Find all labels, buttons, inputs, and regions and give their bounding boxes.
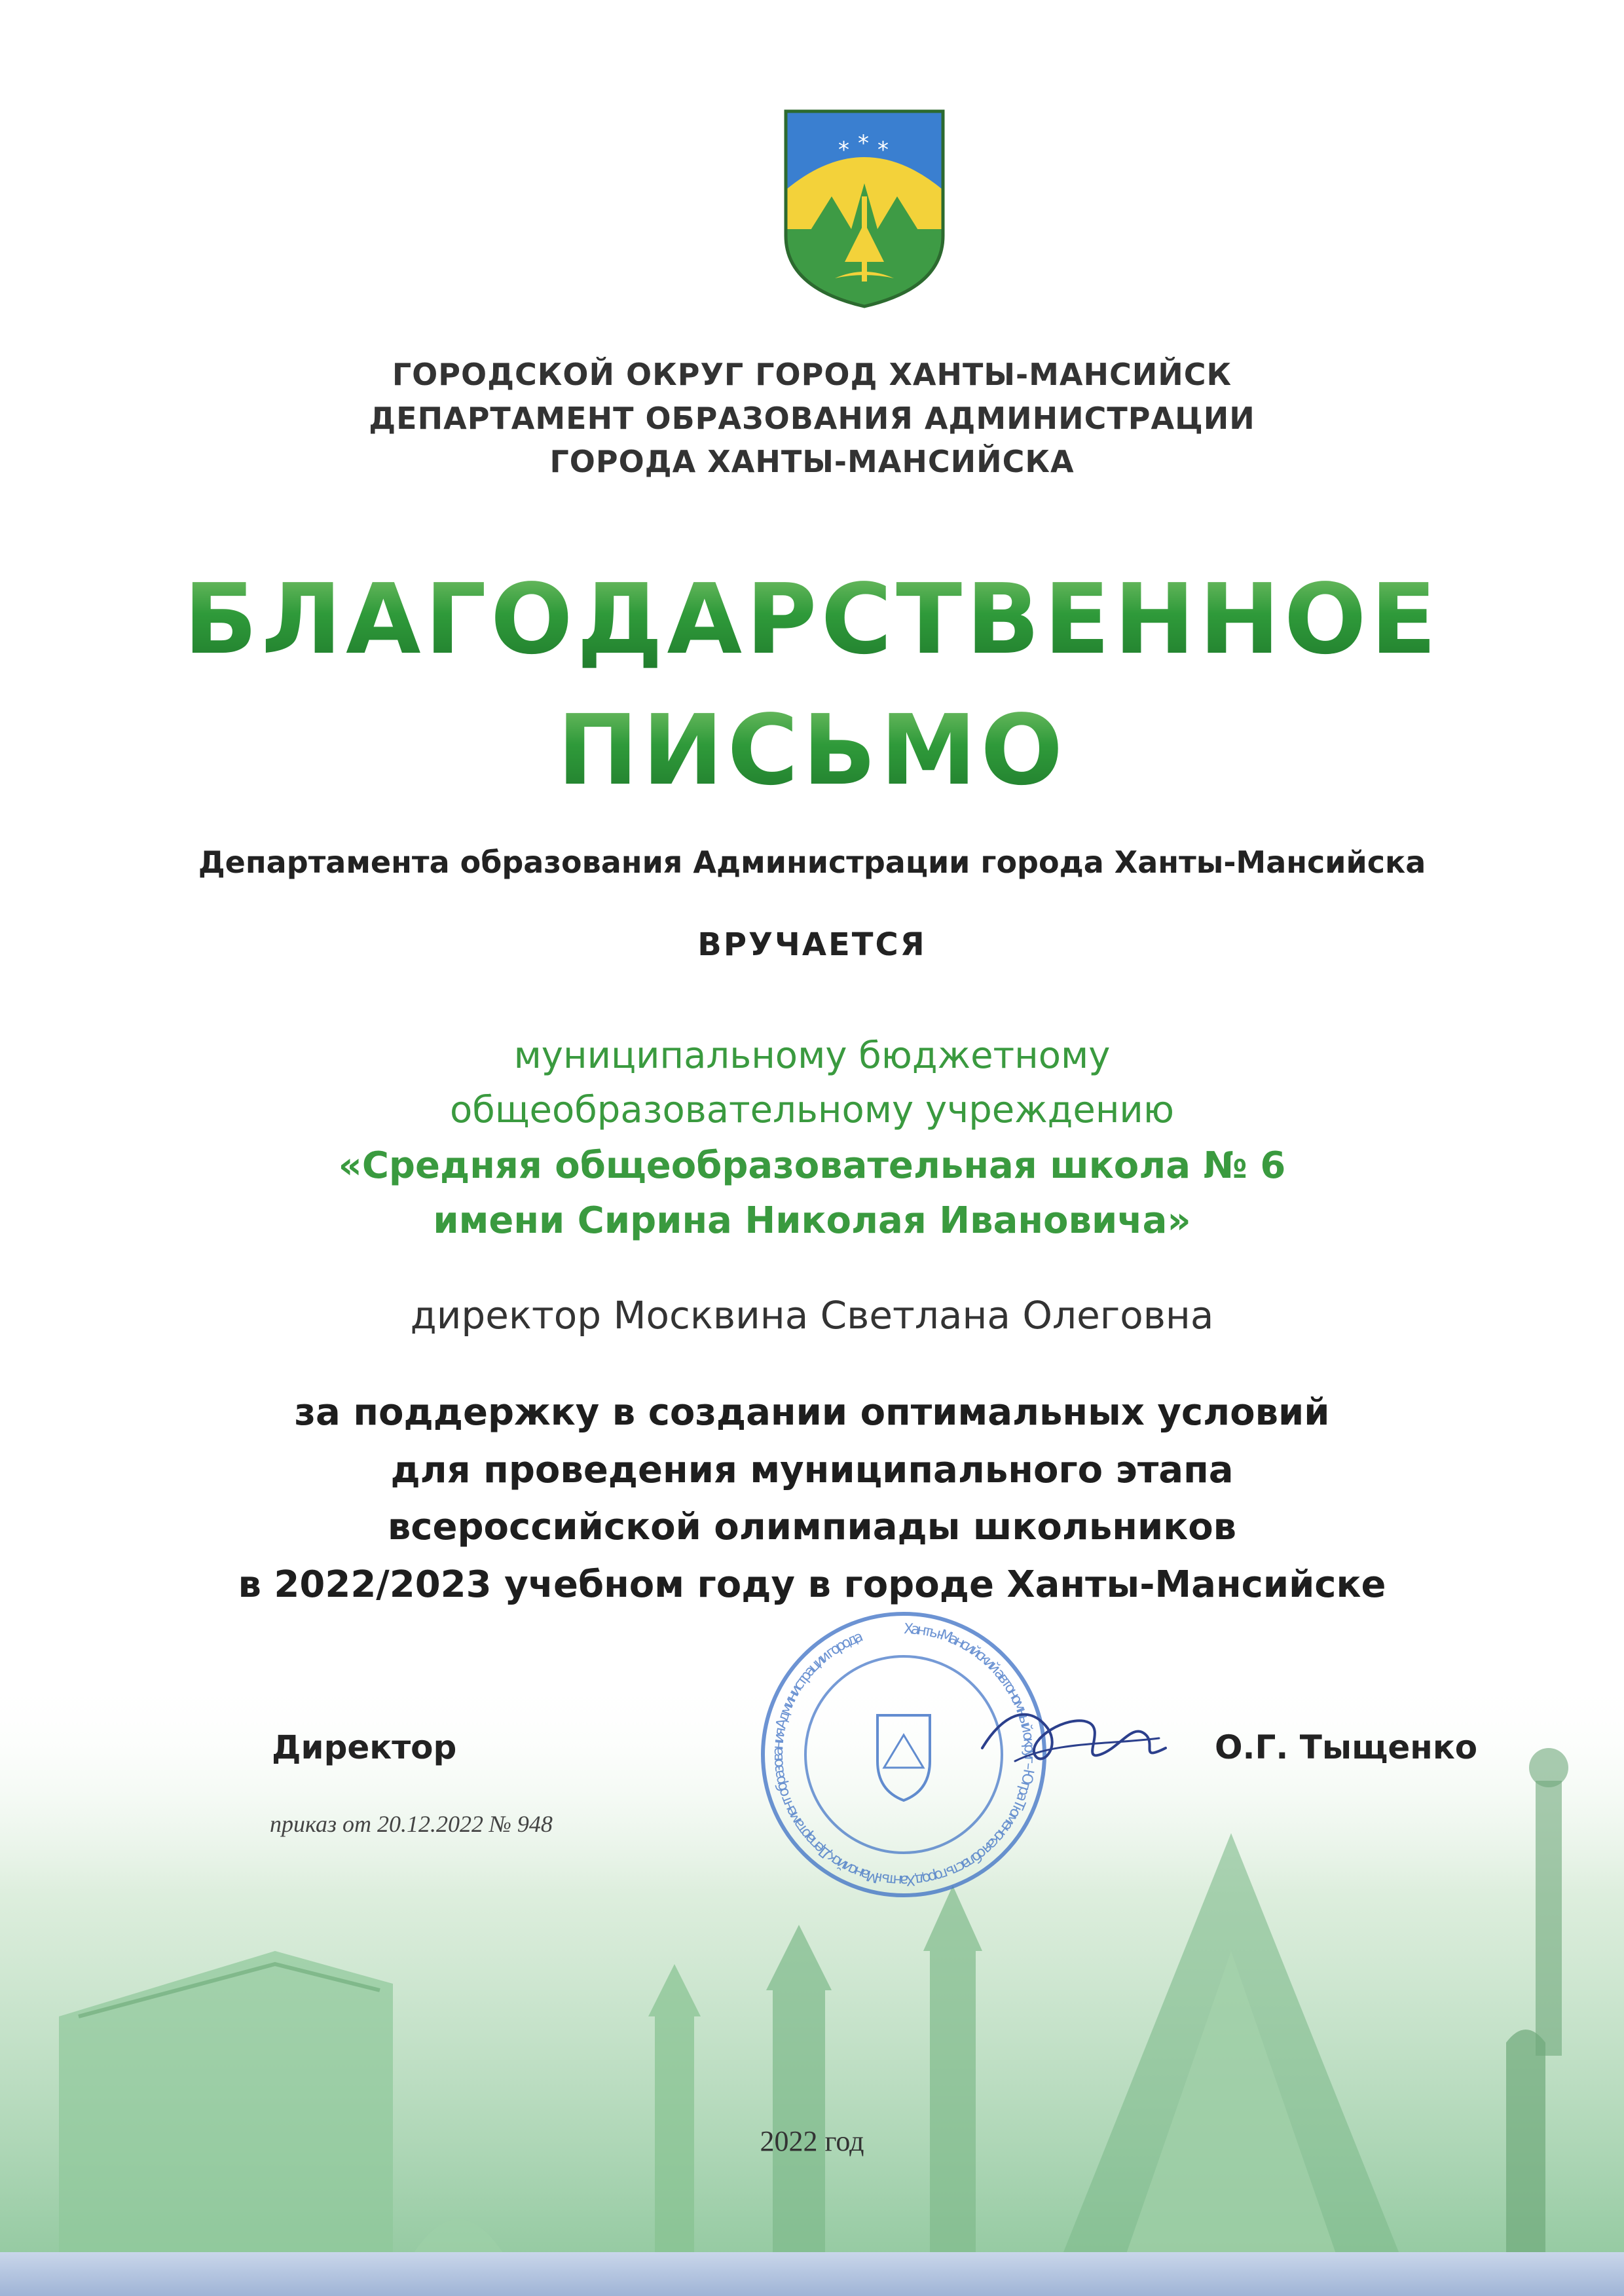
signatory-name: О.Г. Тыщенко [1215, 1728, 1478, 1766]
header-line-1: ГОРОДСКОЙ ОКРУГ ГОРОД ХАНТЫ-МАНСИЙСК [392, 357, 1232, 392]
reason-line-4: в 2022/2023 учебном году в городе Ханты-Мансийске [238, 1563, 1386, 1606]
reason-line-1: за поддержку в создании оптимальных условий [294, 1391, 1330, 1434]
svg-text:*: * [858, 130, 869, 156]
recipient-line-1: муниципальному бюджетному [513, 1034, 1111, 1077]
recipient-line-4: имени Сирина Николая Ивановича» [433, 1199, 1191, 1242]
svg-text:*: * [877, 137, 889, 163]
title-line-2: ПИСЬМО [0, 694, 1624, 807]
svg-text:*: * [838, 137, 849, 163]
signatory-title: Директор [272, 1728, 457, 1766]
year-label: 2022 год [760, 2125, 864, 2157]
coat-of-arms-emblem [773, 98, 956, 314]
handwritten-signature [976, 1676, 1172, 1794]
recipient-line-3: «Средняя общеобразовательная школа № 6 [338, 1144, 1286, 1187]
recipient-line-2: общеобразовательному учреждению [450, 1089, 1174, 1131]
recipient-director: директор Москвина Светлана Олеговна [410, 1293, 1214, 1338]
issuer-line: Департамента образования Администрации города Ханты-Мансийска [198, 845, 1426, 880]
header-line-2: ДЕПАРТАМЕНТ ОБРАЗОВАНИЯ АДМИНИСТРАЦИИ [369, 401, 1255, 436]
svg-text:Ханты-Мансийский автономный ок: Ханты-Мансийский автономный округ – Югра Тюменская область город Ханты-Мансийск Департамент образования Администрации города [769, 1620, 1038, 1889]
reason-line-2: для проведения муниципального этапа [390, 1449, 1234, 1491]
awarded-label: ВРУЧАЕТСЯ [697, 926, 927, 963]
title-line-1: БЛАГОДАРСТВЕННОЕ [0, 563, 1624, 676]
reason-line-3: всероссийской олимпиады школьников [387, 1506, 1237, 1548]
bottom-decorative-bar [0, 2252, 1624, 2296]
header-line-3: ГОРОДА ХАНТЫ-МАНСИЙСКА [549, 444, 1075, 479]
order-note: приказ от 20.12.2022 № 948 [270, 1811, 553, 1837]
